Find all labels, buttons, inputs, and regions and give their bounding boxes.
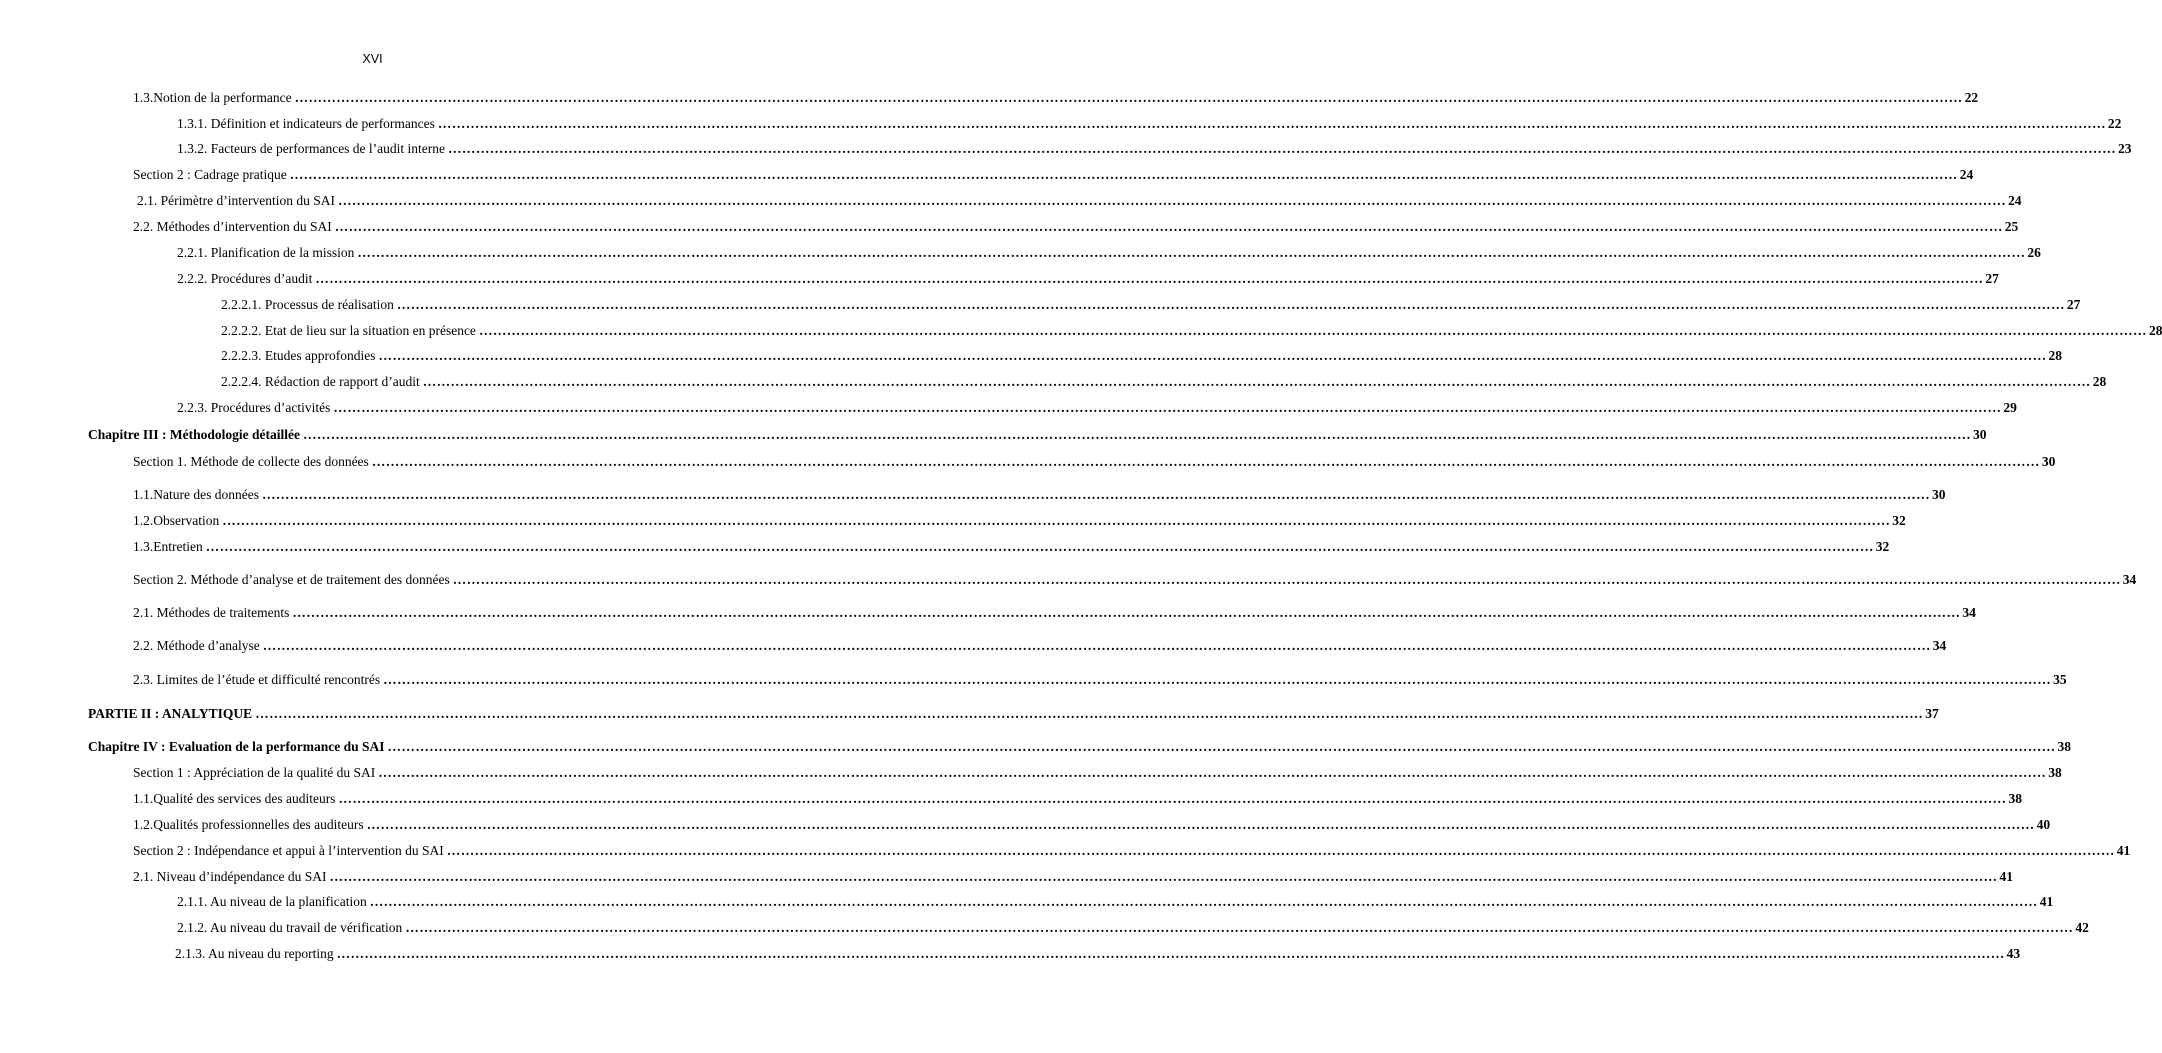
toc-entry: [133, 842, 2131, 860]
toc-entry-page: 43: [2006, 946, 2021, 961]
toc-entry: [221, 347, 2062, 365]
toc-entry: [175, 945, 2021, 963]
toc-entry-label: 1.3.Notion de la performance: [133, 90, 292, 105]
toc-leader-dots: ………………………………………………………………………………………………………………………………………………………………………………………………………………………………………………………………………………………………………………………………: [387, 739, 2056, 754]
toc-entry-label: Chapitre IV : Evaluation de la performance du SAI: [88, 739, 385, 754]
toc-entry: [133, 571, 2137, 589]
toc-entry-label: 2.2.2.1. Processus de réalisation: [221, 297, 394, 312]
toc-leader-dots: ………………………………………………………………………………………………………………………………………………………………………………………………………………………………………………………………………………………………………………………………: [302, 427, 1971, 442]
toc-entry-page: 35: [2053, 672, 2067, 687]
toc-entry: [177, 115, 2122, 133]
toc-entry-page: 32: [1892, 513, 1906, 528]
toc-entry: [133, 538, 1890, 556]
toc-leader-dots: ………………………………………………………………………………………………………………………………………………………………………………………………………………………………………………………………………………………………………………………………: [452, 572, 2121, 587]
toc-entry-label: 2.1. Périmètre d’intervention du SAI: [137, 193, 335, 208]
toc-leader-dots: ………………………………………………………………………………………………………………………………………………………………………………………………………………………………………………………………………………………………………………………………: [448, 141, 2117, 156]
toc-entry: [221, 322, 2162, 340]
toc-entry-label: Section 2 : Cadrage pratique: [133, 167, 287, 182]
toc-entry-label: Chapitre III : Méthodologie détaillée: [88, 427, 300, 442]
toc-leader-dots: ………………………………………………………………………………………………………………………………………………………………………………………………………………………………………………………………………………………………………………………………: [261, 487, 1930, 502]
toc-entry-label: 2.2.2. Procédures d’audit: [177, 271, 313, 286]
toc-entry: [133, 868, 2013, 886]
toc-leader-dots: ………………………………………………………………………………………………………………………………………………………………………………………………………………………………………………………………………………………………………………………………: [369, 894, 2038, 909]
toc-entry-page: 29: [2003, 400, 2017, 415]
toc-leader-dots: ………………………………………………………………………………………………………………………………………………………………………………………………………………………………………………………………………………………………………………………………: [437, 116, 2106, 131]
toc-entry-label: 2.2.1. Planification de la mission: [177, 245, 355, 260]
toc-entry-label: 1.2.Observation: [133, 513, 220, 528]
toc-entry-label: 2.2.3. Procédures d’activités: [177, 400, 331, 415]
toc-entry-label: 2.1.2. Au niveau du travail de vérification: [177, 920, 403, 935]
toc-entry-label: 1.3.2. Facteurs de performances de l’audit interne: [177, 141, 446, 156]
toc-entry-label: 1.3.1. Définition et indicateurs de performances: [177, 116, 435, 131]
toc-entry-label: 2.2.2.3. Etudes approfondies: [221, 348, 376, 363]
toc-leader-dots: ………………………………………………………………………………………………………………………………………………………………………………………………………………………………………………………………………………………………………………………………: [329, 869, 1998, 884]
toc-entry: [133, 816, 2051, 834]
toc-leader-dots: ………………………………………………………………………………………………………………………………………………………………………………………………………………………………………………………………………………………………………………………………: [405, 920, 2074, 935]
toc-entry-page: 28: [2048, 348, 2062, 363]
toc-entry-page: 24: [2007, 193, 2022, 208]
toc-entry: [133, 764, 2062, 782]
toc-entry-label: 2.1. Méthodes de traitements: [133, 605, 290, 620]
toc-part-entry: [88, 705, 1939, 723]
toc-entry-page: 28: [2148, 323, 2162, 338]
toc-leader-dots: ………………………………………………………………………………………………………………………………………………………………………………………………………………………………………………………………………………………………………………………………: [357, 245, 2026, 260]
toc-entry: [133, 637, 1947, 655]
toc-entry: [133, 486, 1946, 504]
toc-entry: [137, 192, 2022, 210]
toc-entry-page: 28: [2092, 374, 2107, 389]
toc-entry-page: 22: [1964, 90, 1979, 105]
toc-entry: [133, 604, 1976, 622]
toc-entry-label: 1.2.Qualités professionnelles des auditeurs: [133, 817, 364, 832]
toc-entry-page: 32: [1875, 539, 1890, 554]
toc-leader-dots: ………………………………………………………………………………………………………………………………………………………………………………………………………………………………………………………………………………………………………………………………: [383, 672, 2052, 687]
toc-leader-dots: ………………………………………………………………………………………………………………………………………………………………………………………………………………………………………………………………………………………………………………………………: [336, 946, 2005, 961]
toc-leader-dots: ………………………………………………………………………………………………………………………………………………………………………………………………………………………………………………………………………………………………………………………………: [378, 765, 2047, 780]
toc-entry: [177, 919, 2089, 937]
toc-leader-dots: ………………………………………………………………………………………………………………………………………………………………………………………………………………………………………………………………………………………………………………………………: [294, 90, 1963, 105]
toc-entry-label: 2.1.1. Au niveau de la planification: [177, 894, 367, 909]
toc-leader-dots: ………………………………………………………………………………………………………………………………………………………………………………………………………………………………………………………………………………………………………………………………: [338, 791, 2007, 806]
toc-entry-label: Section 2. Méthode d’analyse et de traitement des données: [133, 572, 450, 587]
toc-entry: [133, 512, 1906, 530]
toc-entry-label: 2.3. Limites de l’étude et difficulté rencontrés: [133, 672, 381, 687]
toc-entry: [133, 790, 2022, 808]
toc-entry: [133, 453, 2056, 471]
toc-leader-dots: ………………………………………………………………………………………………………………………………………………………………………………………………………………………………………………………………………………………………………………………………: [262, 638, 1931, 653]
toc-chapter-entry: [88, 738, 2072, 756]
toc-leader-dots: ………………………………………………………………………………………………………………………………………………………………………………………………………………………………………………………………………………………………………………………………: [255, 706, 1924, 721]
toc-entry-label: 2.1.3. Au niveau du reporting: [175, 946, 334, 961]
toc-entry-label: Section 1. Méthode de collecte des données: [133, 454, 369, 469]
toc-entry-label: 1.1.Qualité des services des auditeurs: [133, 791, 336, 806]
toc-entry-page: 38: [2057, 739, 2072, 754]
toc-entry-page: 34: [1932, 638, 1947, 653]
toc-entry: [221, 373, 2107, 391]
toc-entry-label: 2.1. Niveau d’indépendance du SAI: [133, 869, 327, 884]
toc-entry: [133, 89, 1979, 107]
toc-entry-page: 41: [1999, 869, 2013, 884]
toc-leader-dots: ………………………………………………………………………………………………………………………………………………………………………………………………………………………………………………………………………………………………………………………………: [315, 271, 1984, 286]
toc-entry-page: 41: [2116, 843, 2131, 858]
toc-entry-label: Section 1 : Appréciation de la qualité du SAI: [133, 765, 376, 780]
toc-entry-label: 1.3.Entretien: [133, 539, 203, 554]
toc-entry-page: 23: [2118, 141, 2132, 156]
toc-entry-label: 2.2.2.2. Etat de lieu sur la situation en présence: [221, 323, 476, 338]
toc-leader-dots: ………………………………………………………………………………………………………………………………………………………………………………………………………………………………………………………………………………………………………………………………: [446, 843, 2115, 858]
toc-leader-dots: ………………………………………………………………………………………………………………………………………………………………………………………………………………………………………………………………………………………………………………………………: [422, 374, 2091, 389]
toc-entry: [177, 399, 2017, 417]
toc-entry: [133, 218, 2019, 236]
toc-entry-page: 26: [2027, 245, 2041, 260]
toc-entry-label: Section 2 : Indépendance et appui à l’intervention du SAI: [133, 843, 444, 858]
toc-entry-page: 42: [2075, 920, 2089, 935]
toc-entry-page: 37: [1925, 706, 1939, 721]
toc-entry-page: 27: [2066, 297, 2081, 312]
toc-entry-label: 2.2. Méthodes d’intervention du SAI: [133, 219, 332, 234]
toc-entry-page: 40: [2036, 817, 2051, 832]
toc-leader-dots: ………………………………………………………………………………………………………………………………………………………………………………………………………………………………………………………………………………………………………………………………: [292, 605, 1961, 620]
toc-leader-dots: ………………………………………………………………………………………………………………………………………………………………………………………………………………………………………………………………………………………………………………………………: [396, 297, 2065, 312]
toc-entry: [221, 296, 2081, 314]
toc-entry-page: 34: [2122, 572, 2137, 587]
toc-leader-dots: ………………………………………………………………………………………………………………………………………………………………………………………………………………………………………………………………………………………………………………………………: [205, 539, 1874, 554]
toc-entry-page: 41: [2039, 894, 2054, 909]
toc-leader-dots: ………………………………………………………………………………………………………………………………………………………………………………………………………………………………………………………………………………………………………………………………: [371, 454, 2040, 469]
toc-entry-page: 27: [1985, 271, 1999, 286]
toc-entry-page: 30: [1931, 487, 1946, 502]
toc-entry-page: 22: [2107, 116, 2122, 131]
toc-entry-label: 2.2.2.4. Rédaction de rapport d’audit: [221, 374, 420, 389]
toc-entry-page: 38: [2048, 765, 2062, 780]
toc-entry: [133, 671, 2067, 689]
toc-entry: [177, 140, 2132, 158]
toc-entry-label: 2.2. Méthode d’analyse: [133, 638, 260, 653]
page-number: XVI: [362, 52, 383, 66]
toc-leader-dots: ………………………………………………………………………………………………………………………………………………………………………………………………………………………………………………………………………………………………………………………………: [366, 817, 2035, 832]
toc-entry: [133, 166, 1974, 184]
toc-leader-dots: ………………………………………………………………………………………………………………………………………………………………………………………………………………………………………………………………………………………………………………………………: [222, 513, 1891, 528]
toc-leader-dots: ………………………………………………………………………………………………………………………………………………………………………………………………………………………………………………………………………………………………………………………………: [378, 348, 2047, 363]
toc-entry-page: 34: [1962, 605, 1976, 620]
toc-entry-page: 30: [1972, 427, 1987, 442]
toc-entry-page: 24: [1959, 167, 1974, 182]
toc-entry-page: 38: [2008, 791, 2022, 806]
toc-entry-page: 30: [2041, 454, 2056, 469]
toc-leader-dots: ………………………………………………………………………………………………………………………………………………………………………………………………………………………………………………………………………………………………………………………………: [337, 193, 2006, 208]
toc-entry-label: PARTIE II : ANALYTIQUE: [88, 706, 253, 721]
toc-entry: [177, 893, 2054, 911]
toc-leader-dots: ………………………………………………………………………………………………………………………………………………………………………………………………………………………………………………………………………………………………………………………………: [478, 323, 2147, 338]
toc-leader-dots: ………………………………………………………………………………………………………………………………………………………………………………………………………………………………………………………………………………………………………………………………: [289, 167, 1958, 182]
toc-entry: [177, 244, 2041, 262]
toc-leader-dots: ………………………………………………………………………………………………………………………………………………………………………………………………………………………………………………………………………………………………………………………………: [334, 219, 2003, 234]
toc-entry-label: 1.1.Nature des données: [133, 487, 259, 502]
toc-leader-dots: ………………………………………………………………………………………………………………………………………………………………………………………………………………………………………………………………………………………………………………………………: [333, 400, 2002, 415]
toc-entry-page: 25: [2004, 219, 2019, 234]
toc-entry: [177, 270, 1999, 288]
toc-chapter-entry: [88, 426, 1987, 444]
